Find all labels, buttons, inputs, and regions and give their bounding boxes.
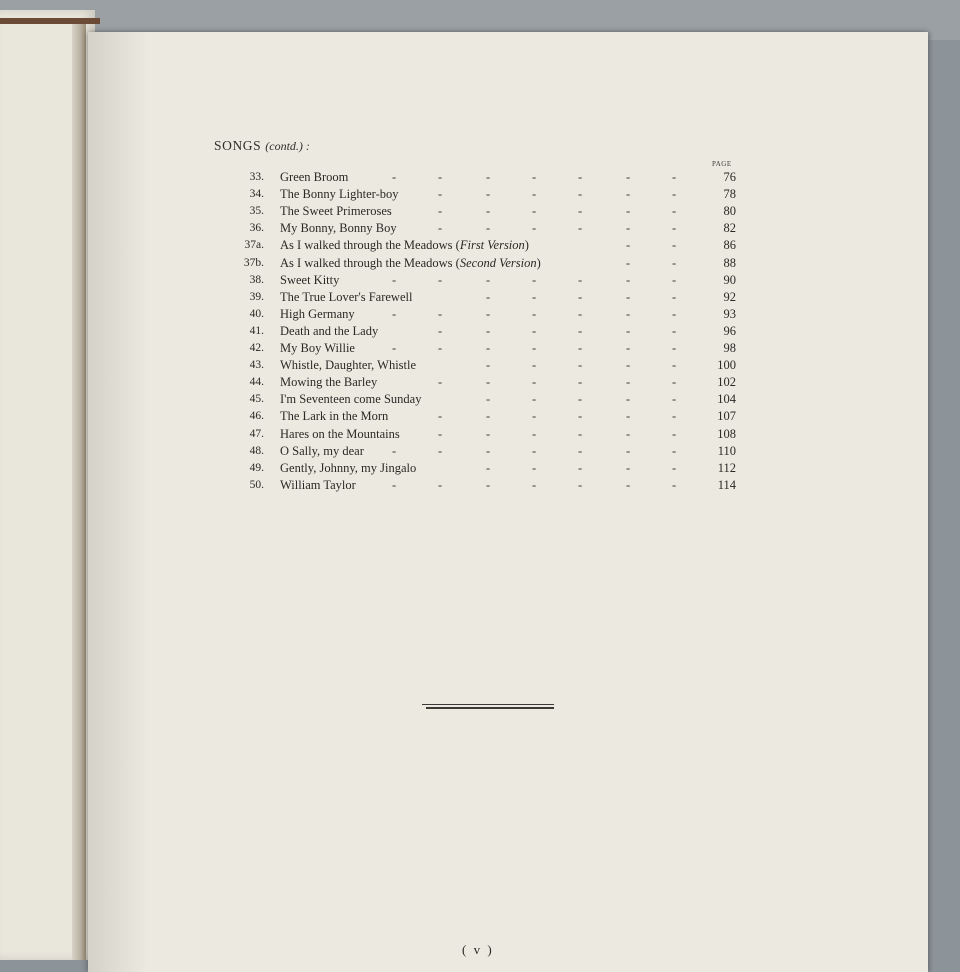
toc-entry: 34. The Bonny Lighter-boy - - - - - - 78 <box>0 186 960 203</box>
entry-number: 33. <box>249 171 264 183</box>
toc-entry: 48. O Sally, my dear - - - - - - - 110 <box>0 443 960 460</box>
entry-number: 37a. <box>244 239 264 252</box>
entry-number: 48. <box>249 444 264 457</box>
entry-page-number: 80 <box>723 204 736 219</box>
entry-number: 40. <box>249 307 264 320</box>
toc-entry: 46. The Lark in the Morn - - - - - - 107 <box>0 408 960 425</box>
entry-page-number: 102 <box>717 375 736 390</box>
toc-entry: 36. My Bonny, Bonny Boy - - - - - - 82 <box>0 220 960 237</box>
entry-page-number: 78 <box>723 187 736 202</box>
entry-version: First Version <box>459 238 525 253</box>
entry-number: 41. <box>249 324 264 337</box>
toc-entry: 35. The Sweet Primeroses - - - - - - 80 <box>0 203 960 220</box>
entry-title: My Boy Willie <box>280 341 355 355</box>
entry-page-number: 107 <box>717 409 736 424</box>
toc-entry: 41. Death and the Lady - - - - - - 96 <box>0 323 960 340</box>
entry-title: I'm Seventeen come Sunday <box>280 392 422 407</box>
heading-contd: (contd.) : <box>265 139 310 153</box>
entry-title: O Sally, my dear <box>280 443 364 458</box>
toc-entry: 40. High Germany - - - - - - - 93 <box>0 306 960 323</box>
entry-title: The True Lover's Farewell <box>280 289 413 304</box>
entry-title: Death and the Lady <box>280 323 379 338</box>
toc-entry: 45. I'm Seventeen come Sunday - - - - - 104 <box>0 391 960 408</box>
entry-number: 38. <box>249 273 264 286</box>
page-column-label: PAGE <box>712 160 732 168</box>
entry-number: 35. <box>249 205 264 218</box>
entry-title: The Bonny Lighter-boy <box>280 187 399 202</box>
toc-entry: 38. Sweet Kitty - - - - - - - 90 <box>0 272 960 289</box>
toc-entry: 43. Whistle, Daughter, Whistle - - - - - 100 <box>0 357 960 374</box>
toc-entry: 49. Gently, Johnny, my Jingalo - - - - - 112 <box>0 460 960 477</box>
toc-entry: 44. Mowing the Barley - - - - - - 102 <box>0 374 960 391</box>
entry-title: High Germany <box>280 306 355 321</box>
entry-number: 34. <box>249 188 264 201</box>
entry-title: Sweet Kitty <box>280 272 340 287</box>
toc-entry: 33. Green Broom - - - - - - - 76 <box>0 169 960 186</box>
entry-page-number: 82 <box>723 221 736 236</box>
entry-page-number: 98 <box>723 341 736 355</box>
entry-title: Hares on the Mountains <box>280 426 400 441</box>
entry-title: As I walked through the Meadows (Second Version) <box>280 255 541 270</box>
entry-page-number: 90 <box>723 272 736 287</box>
entry-number: 42. <box>249 342 264 354</box>
entry-number: 39. <box>249 290 264 303</box>
entry-page-number: 96 <box>723 323 736 338</box>
entry-number: 44. <box>249 376 264 389</box>
toc-entry: 37b. As I walked through the Meadows (Second Version) - - 88 <box>0 255 960 272</box>
section-heading <box>214 138 310 154</box>
toc-entry: 39. The True Lover's Farewell - - - - - 92 <box>0 289 960 306</box>
entry-page-number: 76 <box>723 170 736 184</box>
entry-title: As I walked through the Meadows (First Version) <box>280 238 529 253</box>
entry-page-number: 93 <box>723 306 736 321</box>
entry-number: 36. <box>249 222 264 235</box>
entry-version: Second Version <box>459 255 537 270</box>
toc-entry: 50. William Taylor - - - - - - - 114 <box>0 477 960 494</box>
toc-entry: 42. My Boy Willie - - - - - - - 98 <box>0 340 960 357</box>
entry-title: The Sweet Primeroses <box>280 204 392 219</box>
entry-title: Green Broom <box>280 170 349 184</box>
entry-title: Mowing the Barley <box>280 375 378 390</box>
ornamental-rule <box>422 704 554 709</box>
entry-title: Gently, Johnny, my Jingalo <box>280 460 417 475</box>
entry-page-number: 92 <box>723 289 736 304</box>
entry-title: The Lark in the Morn <box>280 409 389 424</box>
entry-page-number: 100 <box>717 358 736 373</box>
entry-number: 45. <box>249 393 264 406</box>
entry-number: 49. <box>249 461 264 474</box>
entry-number: 37b. <box>243 256 264 269</box>
toc-entry: 37a. As I walked through the Meadows (First Version) - - 86 <box>0 237 960 254</box>
entry-page-number: 110 <box>717 443 736 458</box>
entry-number: 47. <box>249 427 264 440</box>
entry-page-number: 104 <box>717 392 736 407</box>
entry-number: 43. <box>249 359 264 372</box>
entry-title: My Bonny, Bonny Boy <box>280 221 397 236</box>
toc-entry: 47. Hares on the Mountains - - - - - - 108 <box>0 426 960 443</box>
entry-page-number: 86 <box>723 238 736 253</box>
entry-title: Whistle, Daughter, Whistle <box>280 358 417 373</box>
entry-page-number: 108 <box>717 426 736 441</box>
entry-page-number: 112 <box>717 460 736 475</box>
book-cover-edge <box>0 18 100 24</box>
heading-label: SONGS <box>214 138 262 153</box>
entry-page-number: 88 <box>723 255 736 270</box>
entry-title: William Taylor <box>280 477 356 492</box>
entry-number: 46. <box>249 410 264 423</box>
entry-number: 50. <box>249 478 264 491</box>
page-folio: ( v ) <box>462 942 494 957</box>
entry-page-number: 114 <box>717 477 736 492</box>
